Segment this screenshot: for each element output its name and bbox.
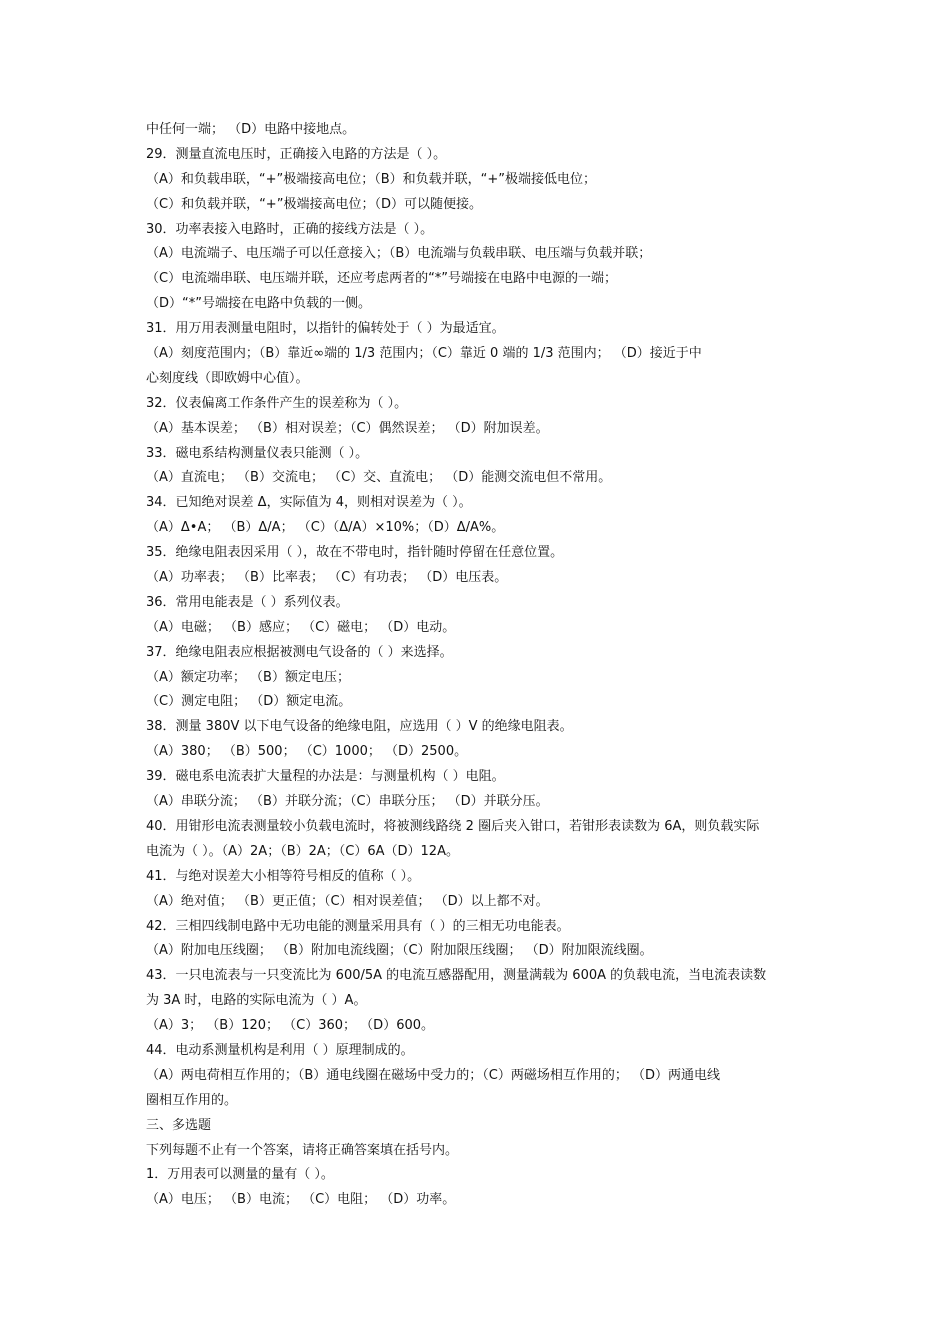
options-line: （A）串联分流； （B）并联分流；（C）串联分压； （D）并联分压。 [146,794,549,810]
question-34: 34．已知绝对误差 Δ，实际值为 4，则相对误差为（ ）。 [146,495,472,511]
question-40: 40．用钳形电流表测量较小负载电流时，将被测线路绕 2 圈后夹入钳口，若钳形表读数为 6A，则负载实际 [146,818,760,834]
text-line: 中任何一端； （D）电路中接地点。 [146,122,356,137]
section-instruction: 下列每题不止有一个答案，请将正确答案填在括号内。 [146,1142,459,1158]
question-36: 36．常用电能表是（ ）系列仪表。 [146,594,349,610]
options-line: （A）功率表； （B）比率表； （C）有功表； （D）电压表。 [146,570,508,586]
options-line: （A）附加电压线圈； （B）附加电流线圈；（C）附加限压线圈； （D）附加限流线圈。 [146,943,653,959]
question-42: 42．三相四线制电路中无功电能的测量采用具有（ ）的三相无功电能表。 [146,918,570,934]
options-line: （A）刻度范围内；（B）靠近∞端的 1/3 范围内；（C）靠近 0 端的 1/3 范围内； （D）接近于中 [146,346,702,362]
options-line: （A）电磁； （B）感应； （C）磁电； （D）电动。 [146,619,456,635]
document-page [146,118,814,1213]
options-line: （A）电流端子、电压端子可以任意接入；（B）电流端与负载串联、电压端与负载并联； [146,246,652,262]
question-37: 37．绝缘电阻表应根据被测电气设备的（ ）来选择。 [146,644,453,660]
options-line: （A）基本误差； （B）相对误差；（C）偶然误差； （D）附加误差。 [146,420,549,436]
question-41: 41．与绝对误差大小相等符号相反的值称（ ）。 [146,868,421,884]
question-33: 33．磁电系结构测量仪表只能测（ ）。 [146,445,369,461]
options-line: （A）直流电； （B）交流电； （C）交、直流电； （D）能测交流电但不常用。 [146,470,612,486]
question-30: 30．功率表接入电路时，正确的接线方法是（ ）。 [146,221,434,237]
options-line: （A）380； （B）500； （C）1000； （D）2500。 [146,744,468,760]
question-32: 32．仪表偏离工作条件产生的误差称为（ ）。 [146,395,408,411]
question-39: 39．磁电系电流表扩大量程的办法是：与测量机构（ ）电阻。 [146,769,505,785]
options-line: （A）电压； （B）电流； （C）电阻； （D）功率。 [146,1192,456,1208]
options-line: （A）绝对值； （B）更正值；（C）相对误差值； （D）以上都不对。 [146,893,549,909]
options-line: （A）两电荷相互作用的；（B）通电线圈在磁场中受力的；（C）两磁场相互作用的； （D）两通电线 [146,1067,721,1083]
question-43-cont: 为 3A 时，电路的实际电流为（ ）A。 [146,993,367,1009]
multi-question-1: 1．万用表可以测量的量有（ ）。 [146,1167,334,1183]
options-line: （A）额定功率； （B）额定电压； [146,669,350,685]
question-35: 35．绝缘电阻表因采用（ ），故在不带电时，指针随时停留在任意位置。 [146,545,564,561]
question-44: 44．电动系测量机构是利用（ ）原理制成的。 [146,1042,414,1058]
options-line: （A）Δ•A； （B）Δ/A； （C）（Δ/A）×10%；（D）Δ/A%。 [146,520,505,536]
options-line: （C）测定电阻； （D）额定电流。 [146,694,352,710]
options-line: 心刻度线（即欧姆中心值）。 [146,370,309,386]
options-line: 电流为（ ）。（A）2A；（B）2A；（C）6A（D）12A。 [146,843,459,859]
question-38: 38．测量 380V 以下电气设备的绝缘电阻，应选用（ ）V 的绝缘电阻表。 [146,719,573,735]
section-heading: 三、多选题 [146,1117,212,1133]
options-line: （D）“*”号端接在电路中负载的一侧。 [146,296,371,312]
options-line: （A）和负载串联，“+”极端接高电位；（B）和负载并联，“+”极端接低电位； [146,171,597,187]
question-31: 31．用万用表测量电阻时，以指针的偏转处于（ ）为最适宜。 [146,321,505,337]
question-29: 29．测量直流电压时，正确接入电路的方法是（ ）。 [146,146,447,162]
options-line: （C）和负载并联，“+”极端接高电位；（D）可以随便接。 [146,196,482,212]
options-line: （A）3； （B）120； （C）360； （D）600。 [146,1018,435,1034]
options-line: （C）电流端串联、电压端并联，还应考虑两者的“*”号端接在电路中电源的一端； [146,271,618,287]
options-line: 圈相互作用的。 [146,1092,238,1108]
question-43: 43．一只电流表与一只变流比为 600/5A 的电流互感器配用，测量满载为 600A 的负载电流，当电流表读数 [146,968,767,984]
